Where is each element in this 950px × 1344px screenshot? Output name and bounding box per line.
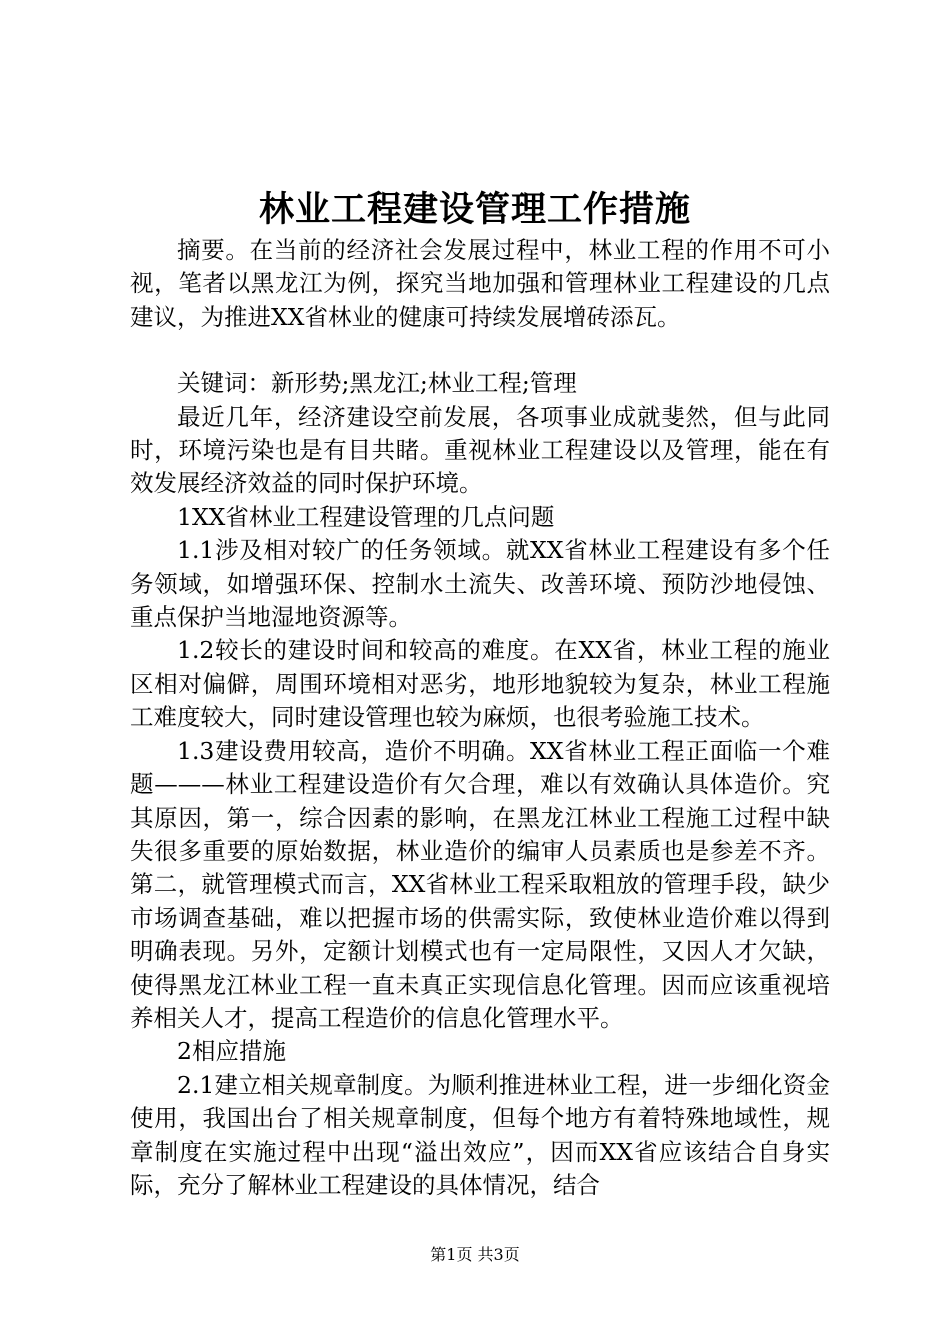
section-1-3-paragraph: 1.3建设费用较高，造价不明确。XX省林业工程正面临一个难题———林业工程建设造价有欠合理，难以有效确认具体造价。究其原因，第一，综合因素的影响，在黑龙江林业工程施工过程中缺失很多重要的原始数据，林业造价的编审人员素质也是参差不齐。第二，就管理模式而言，XX省林业工程采取粗放的管理手段，缺少市场调查基础，难以把握市场的供需实际，致使林业造价难以得到明确表现。另外，定额计划模式也有一定局限性，又因人才欠缺，使得黑龙江林业工程一直未真正实现信息化管理。因而应该重视培养相关人才，提高工程造价的信息化管理水平。	[130, 736, 830, 1032]
intro-paragraph: 最近几年，经济建设空前发展，各项事业成就斐然，但与此同时，环境污染也是有目共睹。重视林业工程建设以及管理，能在有效发展经济效益的同时保护环境。	[130, 402, 830, 498]
document-body	[130, 234, 830, 1202]
section-1-1-paragraph: 1.1涉及相对较广的任务领域。就XX省林业工程建设有多个任务领域，如增强环保、控制水土流失、改善环境、预防沙地侵蚀、重点保护当地湿地资源等。	[130, 536, 830, 632]
section-heading-1: 1XX省林业工程建设管理的几点问题	[177, 502, 555, 531]
section-2-1-paragraph: 2.1建立相关规章制度。为顺利推进林业工程，进一步细化资金使用，我国出台了相关规章制度，但每个地方有着特殊地域性，规章制度在实施过程中出现“溢出效应”，因而XX省应该结合自身实际，充分了解林业工程建设的具体情况，结合	[130, 1070, 830, 1199]
document-title: 林业工程建设管理工作措施	[258, 189, 691, 230]
keywords-paragraph: 关键词：新形势;黑龙江;林业工程;管理	[177, 369, 577, 398]
section-1-2-paragraph: 1.2较长的建设时间和较高的难度。在XX省，林业工程的施业区相对偏僻，周围环境相对恶劣，地形地貌较为复杂，林业工程施工难度较大，同时建设管理也较为麻烦，也很考验施工技术。	[130, 636, 830, 732]
section-heading-2: 2相应措施	[177, 1037, 286, 1066]
page-footer: 第1页 共3页	[430, 1245, 520, 1264]
abstract-paragraph: 摘要。在当前的经济社会发展过程中，林业工程的作用不可小视，笔者以黑龙江为例，探究当地加强和管理林业工程建设的几点建议，为推进XX省林业的健康可持续发展增砖添瓦。	[130, 236, 830, 331]
